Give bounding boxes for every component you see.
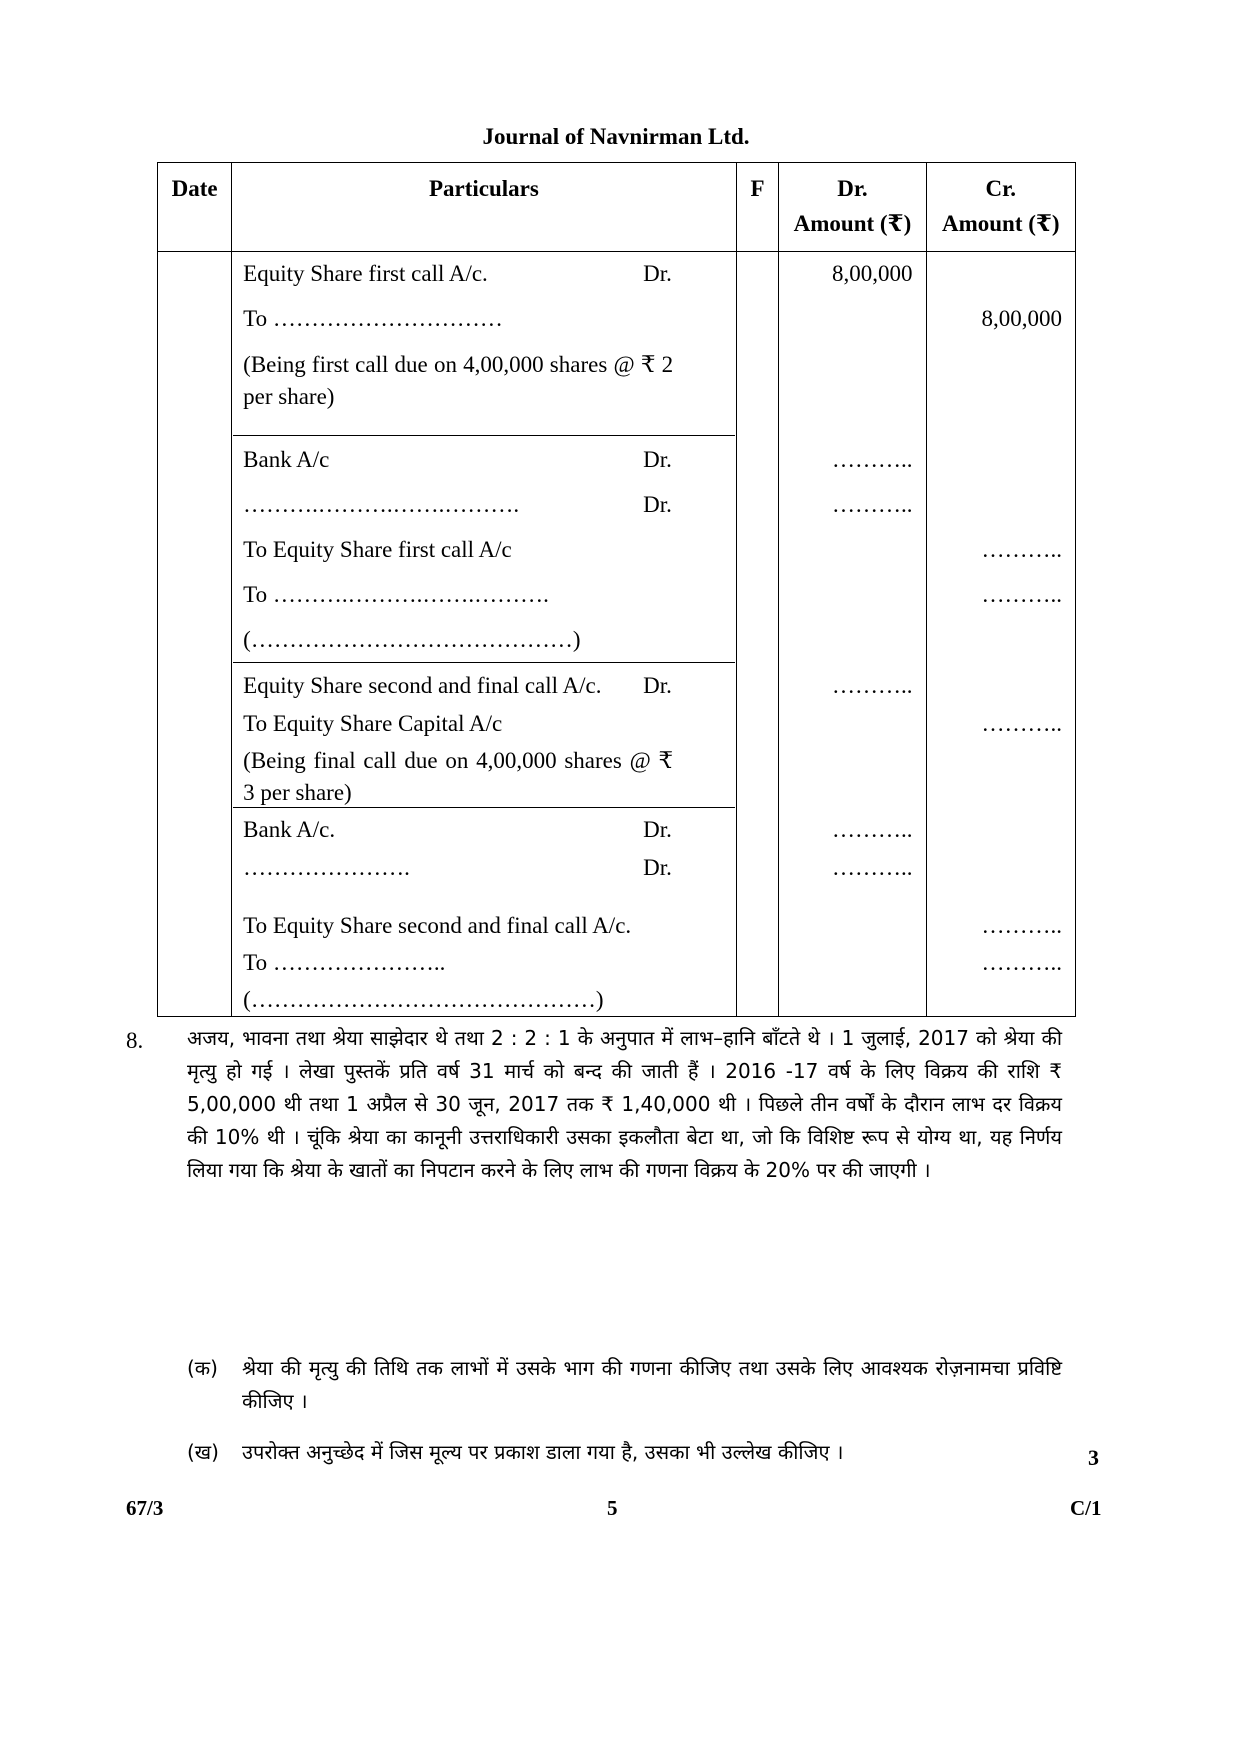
entry-separator [233, 807, 735, 808]
journal-table [157, 162, 1076, 1017]
part-b-text: उपरोक्त अनुच्छेद में जिस मूल्य पर प्रकाश डाला गया है, उसका भी उल्लेख कीजिए । [242, 1440, 844, 1464]
entry2-dr-tag-2: Dr. [643, 492, 672, 517]
entry2-cr-amount-1: ……….. [981, 537, 1062, 562]
date-column [158, 252, 232, 1017]
particulars-header: Particulars [232, 163, 737, 252]
journal-title: Journal of Navnirman Ltd. [482, 124, 750, 149]
footer-set: C/1 [1070, 1496, 1102, 1520]
entry3-narration: (Being final call due on 4,00,000 shares @ ₹ 3 per share) [243, 748, 674, 805]
footer-page-number: 5 [607, 1496, 618, 1520]
entry4-cr-amount-2: ……….. [981, 950, 1062, 975]
entry2-credit-1: To Equity Share first call A/c [243, 537, 512, 562]
entry1-credit: To ………………………… [243, 306, 503, 331]
journal-header-row [158, 163, 1076, 252]
entry2-dr-tag-1: Dr. [643, 447, 672, 472]
entry1-cr-amount: 8,00,000 [981, 306, 1062, 331]
footer-code: 67/3 [126, 1496, 164, 1520]
entry2-dr-amount-2: ……….. [832, 492, 913, 517]
entry1-dr-amount: 8,00,000 [832, 261, 913, 286]
entry4-dr-tag-1: Dr. [643, 817, 672, 842]
entry1-narration: (Being first call due on 4,00,000 shares @ ₹ 2 per share) [243, 352, 674, 409]
part-a-text: श्रेया की मृत्यु की तिथि तक लाभों में उसके भाग की गणना कीजिए तथा उसके लिए आवश्यक रोज़नामचा प्रविष्टि कीजिए । [242, 1356, 1062, 1413]
entry4-debit-1: Bank A/c. [243, 817, 336, 842]
entry2-narration: (……………………………………) [243, 627, 581, 652]
entry4-debit-2: …………………. [243, 855, 410, 880]
entry2-debit-2: ……….……….…….………. [243, 492, 520, 517]
folio-header: F [736, 163, 779, 252]
dr-amount-header: Dr. Amount (₹) [779, 163, 926, 252]
entry4-dr-amount-1: ……….. [832, 817, 913, 842]
entry4-dr-amount-2: ……….. [832, 855, 913, 880]
entry4-credit-2: To ………………….. [243, 950, 446, 975]
entry4-dr-tag-2: Dr. [643, 855, 672, 880]
cr-amount-header: Cr. Amount (₹) [926, 163, 1075, 252]
question-text: अजय, भावना तथा श्रेया साझेदार थे तथा 2 : 2 : 1 के अनुपात में लाभ–हानि बाँटते थे । 1 जुलाई, 2017 को श्रेया की मृत्यु हो गई । लेखा पुस्तकें प्रति वर्ष 31 मार्च को बन्द की जाती हैं । 2016 -17 वर्ष के लिए विक्रय की राशि ₹ 5,00,000 थी तथा 1 अप्रैल से 30 जून, 2017 तक ₹ 1,40,000 थी । पिछले तीन वर्षों के दौरान लाभ दर विक्रय की 10% थी । चूंकि श्रेया का कानूनी उत्तराधिकारी उसका इकलौता बेटा था, जो कि विशिष्ट रूप से योग्य था, यह निर्णय लिया गया कि श्रेया के खातों का निपटान करने के लिए लाभ की गणना विक्रय के 20% पर की जाएगी । [187, 1026, 1062, 1182]
question-number: 8. [126, 1028, 144, 1053]
entry2-cr-amount-2: ……….. [981, 582, 1062, 607]
entry3-cr-amount: ……….. [981, 711, 1062, 736]
question-marks: 3 [1088, 1445, 1099, 1470]
part-b-label: (ख) [187, 1440, 219, 1464]
entry1-dr-tag: Dr. [643, 261, 672, 286]
part-a-label: (क) [187, 1356, 218, 1380]
dr-amount-column [779, 252, 926, 1017]
particulars-column [232, 252, 737, 1017]
entry3-dr-tag: Dr. [643, 673, 672, 698]
cr-amount-column [926, 252, 1075, 1017]
entry1-debit: Equity Share first call A/c. [243, 261, 488, 286]
entry4-credit-1: To Equity Share second and final call A/c. [243, 913, 632, 938]
entry4-cr-amount-1: ……….. [981, 913, 1062, 938]
journal-body-row [158, 252, 1076, 1017]
entry4-narration: (………………………………………) [243, 987, 604, 1012]
entry2-credit-2: To ……….……….…….………. [243, 582, 549, 607]
entry2-dr-amount-1: ……….. [832, 447, 913, 472]
folio-column [736, 252, 779, 1017]
entry3-dr-amount: ……….. [832, 673, 913, 698]
entry-separator [233, 662, 735, 663]
entry3-debit: Equity Share second and final call A/c. [243, 673, 602, 698]
entry3-credit: To Equity Share Capital A/c [243, 711, 503, 736]
date-header: Date [158, 163, 232, 252]
entry-separator [233, 435, 735, 436]
entry2-debit-1: Bank A/c [243, 447, 330, 472]
